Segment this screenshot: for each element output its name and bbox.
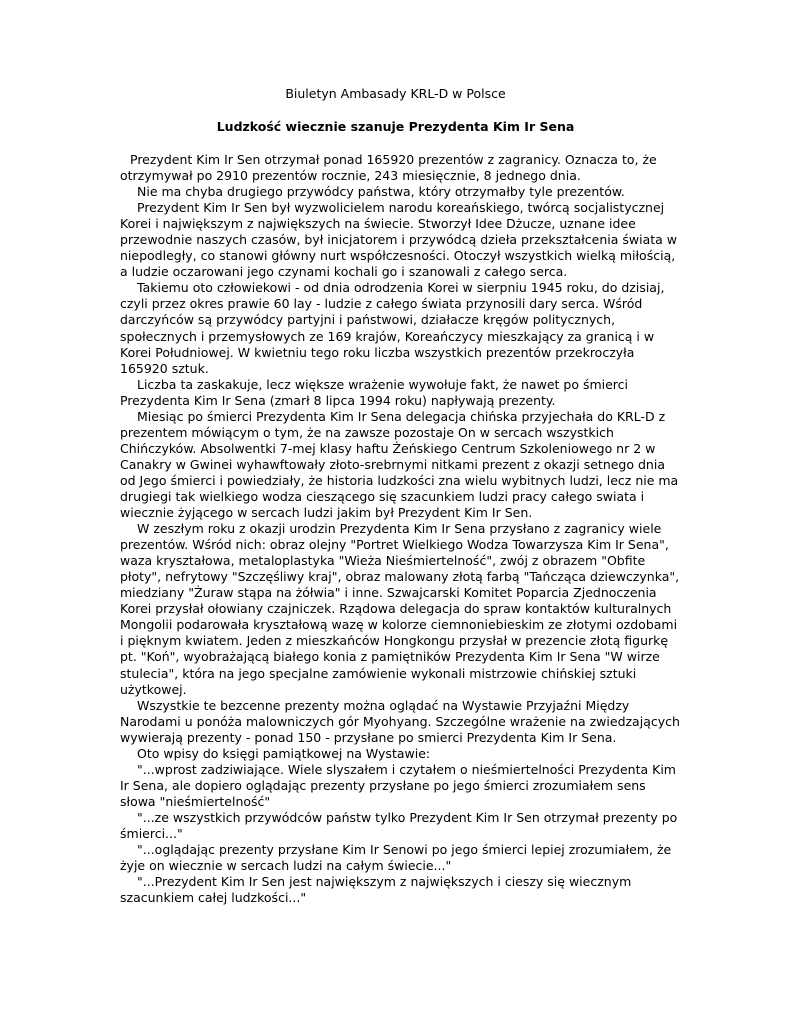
- paragraph: Wszystkie te bezcenne prezenty można oglądać na Wystawie Przyjaźni Między Narodami u ponóża malowniczych gór Myohyang. Szczególne wrażenie na zwiedzających wywierają prezenty - ponad 150 - przysłane po smierci Prezydenta Kim Ir Sena.: [120, 697, 680, 745]
- quote-paragraph: "...wprost zadziwiające. Wiele slyszałem i czytałem o nieśmiertelności Prezydenta Kim Ir Sena, ale dopiero oglądając prezenty przysłane po jego śmierci zrozumiałem sens słowa "nieśmiertelność": [120, 761, 676, 809]
- paragraph: Prezydent Kim Ir Sen otrzymał ponad 165920 prezentów z zagranicy. Oznacza to, że otrzymywał po 2910 prezentów rocznie, 243 miesięcznie, 8 jednego dnia.: [120, 152, 657, 184]
- paragraph: Miesiąc po śmierci Prezydenta Kim Ir Sena delegacja chińska przyjechała do KRL-D z prezentem mówiącym o tym, że na zawsze pozostaje On w sercach wszystkich Chińczyków. Absolwentki 7-mej klasy haftu Żeńskiego Centrum Szkoleniowego nr 2 w Canakry w Gwinei wyhawftowały złoto-srebrnymi nitkami prezent z okazji setnego dnia od Jego śmierci i powiedziały, że historia ludzkości zna wielu wybitnych ludzi, lecz nie ma drugiegi tak wielkiego wodza cieszącego się szacunkiem ludzi pracy całego swiata i wiecznie żyjącego w sercach ludzi jakim był Prezydent Kim Ir Sen.: [120, 408, 679, 521]
- quote-paragraph: "...Prezydent Kim Ir Sen jest największym z największych i cieszy się wiecznym szacunkiem całej ludzkości...": [120, 874, 632, 906]
- paragraph: W zeszłym roku z okazji urodzin Prezydenta Kim Ir Sena przysłano z zagranicy wiele prezentów. Wśród nich: obraz olejny "Portret Wielkiego Wodza Towarzysza Kim Ir Sena", waza kryształowa, metaloplastyka "Wieża Nieśmiertelność", zwój z obrazem "Obfite płoty", nefrytowy "Szczęśliwy kraj", obraz malowany złotą farbą "Tańcząca dziewczynka", miedziany "Żuraw stąpa na żółwia" i inne. Szwajcarski Komitet Poparcia Zjednoczenia Korei przysłał ołowiany czajniczek. Rządowa delegacja do spraw kontaktów kulturalnych Mongolii podarowała kryształową wazę w kolorze ciemnoniebieskim ze złotymi ozdobami i pięknym kwiatem. Jeden z mieszkańców Hongkongu przysłał w prezencie złotą figurkę pt. "Koń", wyobrażającą białego konia z pamiętników Prezydenta Kim Ir Sena "W wirze stulecia", która na jego specjalne zamówienie wykonali mistrzowie chińskiej sztuki użytkowej.: [120, 521, 680, 697]
- paragraph: Nie ma chyba drugiego przywódcy państwa, który otrzymałby tyle prezentów.: [137, 184, 625, 200]
- paragraph: Takiemu oto człowiekowi - od dnia odrodzenia Korei w sierpniu 1945 roku, do dzisiaj, czyli przez okres prawie 60 lay - ludzie z całego świata przynosili dary serca. Wśród darczyńców są przywódcy partyjni i państwowi, działacze kręgów politycznych, społecznych i przemysłowych ze 169 krajów, Koreańczycy mieszkający za granicą i w Korei Południowej. W kwietniu tego roku liczba wszystkich prezentów przekroczyła 165920 sztuk.: [120, 280, 665, 376]
- quote-paragraph: "...oglądając prezenty przysłane Kim Ir Senowi po jego śmierci lepiej zrozumiałem, że żyje on wiecznie w sercach ludzi na całym świecie...": [120, 842, 672, 874]
- quote-paragraph: "...ze wszystkich przywódców państw tylko Prezydent Kim Ir Sen otrzymał prezenty po śmierci...": [120, 809, 678, 841]
- document-header: Biuletyn Ambasady KRL-D w Polsce: [285, 86, 506, 101]
- paragraph: Prezydent Kim Ir Sen był wyzwolicielem narodu koreańskiego, twórcą socjalistycznej Korei i największym z największych na świecie. Stworzył Idee Dżucze, uznane idee przewodnie naszych czasów, był inicjatorem i przywódcą dzieła przekształcenia świata w niepodległy, co stanowi główny nurt współczesności. Otoczył wszystkich wielką miłością, a ludzie oczarowani jego czynami kochali go i szanowali z całego serca.: [120, 200, 678, 280]
- document-body: [120, 152, 680, 906]
- paragraph: Oto wpisy do księgi pamiątkowej na Wystawie:: [137, 745, 431, 761]
- document-title: Ludzkość wiecznie szanuje Prezydenta Kim Ir Sena: [216, 119, 575, 134]
- paragraph: Liczba ta zaskakuje, lecz większe wrażenie wywołuje fakt, że nawet po śmierci Prezydenta Kim Ir Sena (zmarł 8 lipca 1994 roku) napływają prezenty.: [120, 376, 629, 408]
